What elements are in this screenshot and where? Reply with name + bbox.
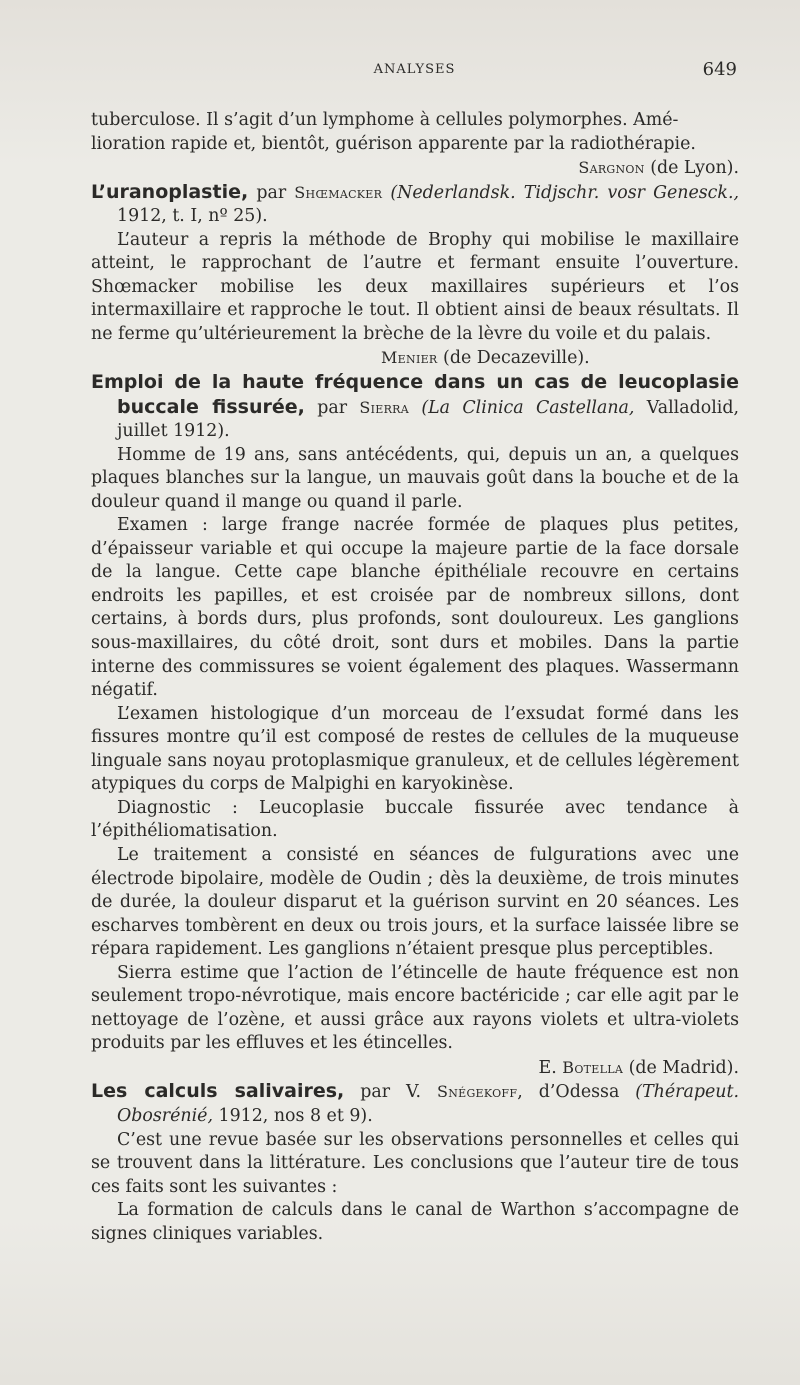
signature-sargnon <box>91 156 739 181</box>
signature-initial: E. <box>538 1057 563 1078</box>
article-title: Les calculs salivaires, <box>91 1080 345 1103</box>
article-paragraph: Le traitement a consisté en séances de fulgurations avec une électrode bipolaire, modèle de Oudin ; dès la deuxième, de trois minutes de durée, la douleur disparut et la guérison survint en 20 séances. Les escharves tombèrent en deux ou trois jours, et la surface laissée libre se répara rapidement. Les ganglions n’étaient presque plus perceptibles. <box>91 844 739 960</box>
article-journal: (Nederlandsk. Tidjschr. vosr Genesck., <box>382 182 739 203</box>
signature-name: Botella <box>562 1057 624 1077</box>
article-paragraph: La formation de calculs dans le canal de Warthon s’accompagne de signes cliniques variables. <box>91 1200 739 1244</box>
signature-place: (de Madrid). <box>623 1057 739 1078</box>
article-paragraph: Sierra estime que l’action de l’étincelle de haute fréquence est non seulement tropo-névrotique, mais encore bactéricide ; car elle agit par le nettoyage de l’ozène, et aussi grâce aux rayons violets et ultra-violets produits par les effluves et les étincelles. <box>91 962 739 1054</box>
article-paragraph: L’examen histologique d’un morceau de l’exsudat formé dans les fissures montre qu’il est composé de restes de cellules de la muqueuse linguale sans noyau protoplasmique granuleux, et de cellules légèrement atypiques du corps de Malpighi en karyokinèse. <box>91 703 739 795</box>
article-reference: 1912, nos 8 et 9). <box>212 1105 373 1126</box>
signature-name: Sargnon <box>578 158 645 178</box>
running-header <box>92 59 737 92</box>
signature-botella <box>91 1056 739 1081</box>
main-text <box>91 109 739 1246</box>
article-heading-uranoplastie <box>91 181 739 229</box>
article-heading-calculs <box>91 1080 739 1128</box>
article-heading-leucoplasie <box>91 371 739 444</box>
article-paragraph: Examen : large frange nacrée formée de plaques plus petites, d’épaisseur variable et qui occupe la majeure partie de la face dorsale de la langue. Cette cape blanche épithéliale recouvre en certains endroits les papilles, et est croisée par de nombreux sillons, dont certains, à bords durs, plus profonds, sont douloureux. Les ganglions sous-maxillaires, du côté droit, sont durs et mobiles. Dans la partie interne des commissures se voient également des plaques. Wassermann négatif. <box>91 515 739 701</box>
page-number: 649 <box>702 59 737 80</box>
article-journal: (Thérapeut. Obosrénié, <box>117 1082 739 1126</box>
running-title: ANALYSES <box>373 62 456 77</box>
article-author: Snégekoff <box>436 1082 518 1102</box>
article-author: Sierra <box>359 397 409 417</box>
article-place: , d’Odessa <box>517 1082 636 1103</box>
article-reference: 1912, t. I, nº 25). <box>117 206 268 227</box>
by-text: par <box>304 397 360 418</box>
continued-line-1: tuberculose. Il s’agit d’un lymphome à cellules polymorphes. Amé- <box>91 110 679 130</box>
signature-menier <box>91 346 739 371</box>
article-journal: (La Clinica Castellana, <box>409 397 635 418</box>
by-text: par <box>248 182 295 203</box>
article-author: Shœmacker <box>294 182 383 202</box>
article-reference: Valladolid, juillet 1912). <box>117 397 739 442</box>
signature-name: Menier <box>381 348 438 368</box>
article-paragraph: Homme de 19 ans, sans antécédents, qui, depuis un an, a quelques plaques blanches sur la langue, un mauvais goût dans la bouche et de la douleur quand il mange ou quand il parle. <box>91 444 739 512</box>
signature-place: (de Decazeville). <box>437 348 590 369</box>
article-body: L’auteur a repris la méthode de Brophy qui mobilise le maxillaire atteint, le rapprochant de l’autre et fermant ensuite l’ouverture. Shœmacker mobilise les deux maxillaires supérieurs et l’os intermaxillaire et rapproche le tout. Il obtient ainsi de beaux résultats. Il ne ferme qu’ultérieurement la brèche de la lèvre du voile et du palais. <box>91 229 739 344</box>
signature-place: (de Lyon). <box>644 158 739 179</box>
continued-line-2: lioration rapide et, bientôt, guérison apparente par la radiothérapie. <box>91 133 696 154</box>
article-paragraph: C’est une revue basée sur les observations personnelles et celles qui se trouvent dans la littérature. Les conclusions que l’auteur tire de tous ces faits sont les suivantes : <box>91 1129 739 1197</box>
article-title: Emploi de la haute fréquence dans un cas de leucoplasie buccale fissurée, <box>91 371 739 418</box>
by-text: par V. <box>344 1082 437 1103</box>
article-title: L’uranoplastie, <box>91 180 249 203</box>
article-paragraph: Diagnostic : Leucoplasie buccale fissurée avec tendance à l’épithéliomatisation. <box>91 797 739 842</box>
